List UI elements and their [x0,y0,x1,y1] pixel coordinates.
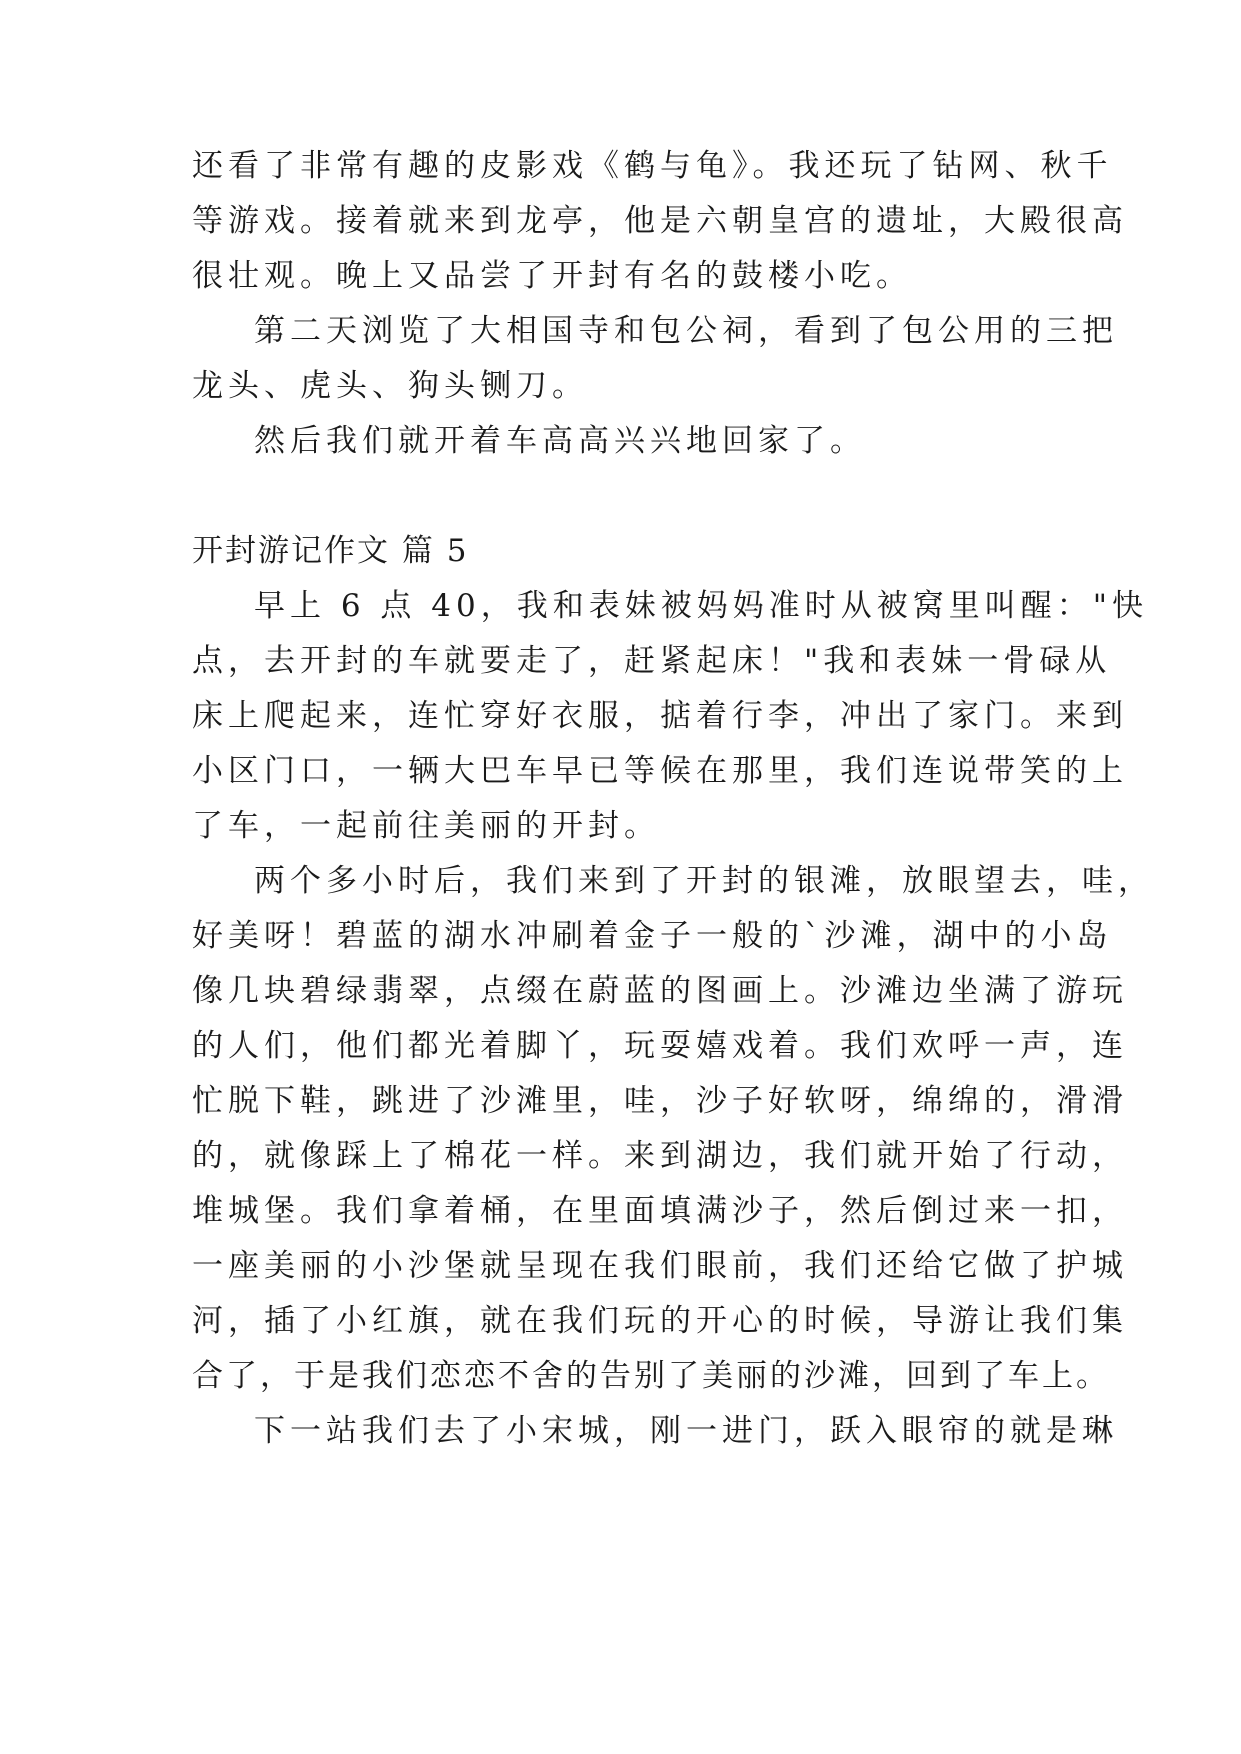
paragraph-first-line: 两个多小时后，我们来到了开封的银滩，放眼望去，哇， [254,863,1154,899]
text-line: 的人们，他们都光着脚丫，玩耍嬉戏着。我们欢呼一声，连 [192,1028,1128,1064]
text-line: 龙头、虎头、狗头铡刀。 [192,368,588,404]
text-line: 堆城堡。我们拿着桶，在里面填满沙子，然后倒过来一扣， [192,1193,1128,1229]
text-line: 还看了非常有趣的皮影戏《鹤与龟》。我还玩了钻网、秋千 [192,148,1113,184]
section-heading: 开封游记作文 篇 5 [192,533,469,569]
text-line: 合了，于是我们恋恋不舍的告别了美丽的沙滩，回到了车上。 [192,1358,1110,1394]
text-line: 好美呀！碧蓝的湖水冲刷着金子一般的`沙滩，湖中的小岛 [192,918,1113,954]
text-line: 了车，一起前往美丽的开封。 [192,808,660,844]
paragraph-first-line: 下一站我们去了小宋城，刚一进门，跃入眼帘的就是琳 [254,1413,1118,1449]
text-line: 河，插了小红旗，就在我们玩的开心的时候，导游让我们集 [192,1303,1128,1339]
text-line: 床上爬起来，连忙穿好衣服，掂着行李，冲出了家门。来到 [192,698,1128,734]
text-line: 点，去开封的车就要走了，赶紧起床！"我和表妹一骨碌从 [192,643,1112,679]
text-line: 像几块碧绿翡翠，点缀在蔚蓝的图画上。沙滩边坐满了游玩 [192,973,1128,1009]
paragraph-first-line: 然后我们就开着车高高兴兴地回家了。 [254,423,866,459]
text-line: 一座美丽的小沙堡就呈现在我们眼前，我们还给它做了护城 [192,1248,1128,1284]
text-line: 小区门口，一辆大巴车早已等候在那里，我们连说带笑的上 [192,753,1128,789]
text-line: 的，就像踩上了棉花一样。来到湖边，我们就开始了行动， [192,1138,1128,1174]
paragraph-first-line: 早上 6 点 40，我和表妹被妈妈准时从被窝里叫醒："快 [254,588,1148,624]
text-line: 很壮观。晚上又品尝了开封有名的鼓楼小吃。 [192,258,912,294]
paragraph-first-line: 第二天浏览了大相国寺和包公祠，看到了包公用的三把 [254,313,1118,349]
text-line: 忙脱下鞋，跳进了沙滩里，哇，沙子好软呀，绵绵的，滑滑 [192,1083,1128,1119]
text-line: 等游戏。接着就来到龙亭，他是六朝皇宫的遗址，大殿很高 [192,203,1128,239]
